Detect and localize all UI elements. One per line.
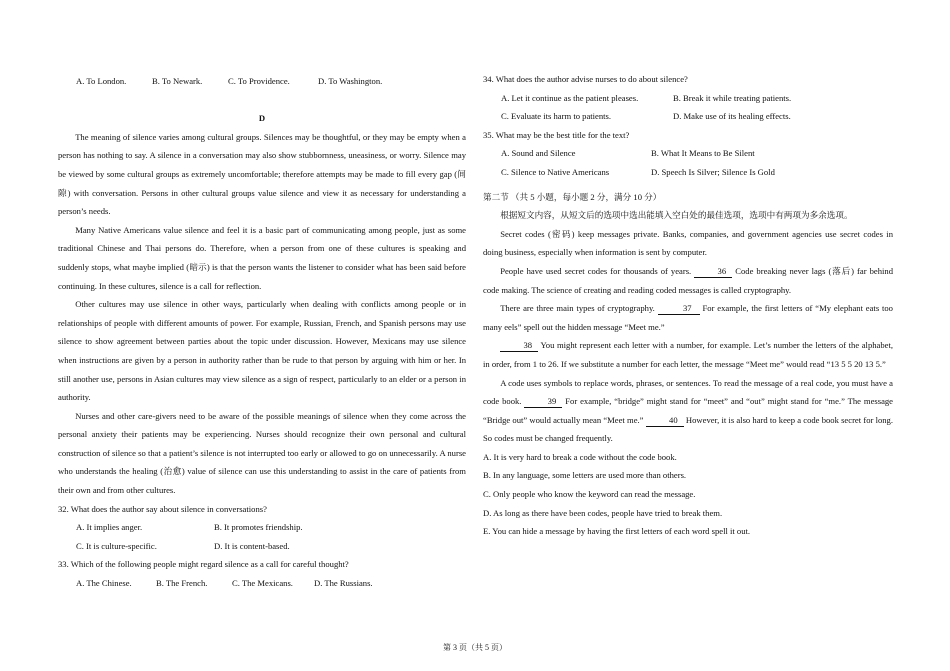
passage-paragraph: Many Native Americans value silence and feel it is a basic part of communicating among people, just as some traditional Chinese and Thai persons do. Therefore, when a person from one of these cultures is speaking and suddenly stops, what maybe implied (暗示) is that the person wants the listener to consider what has been said before continuing. In these cultures, silence is a call for reflection. xyxy=(58,224,466,291)
question-35-options xyxy=(483,163,893,182)
option: C. Silence to Native Americans xyxy=(501,166,610,177)
text: For example, the first letters of “My elephant eats too many eels” spell out the hidden message “Meet me.” xyxy=(483,303,893,332)
left-column xyxy=(58,70,466,593)
blank-40: 40 xyxy=(646,414,684,427)
cloze-paragraph xyxy=(483,299,893,336)
choice-item: A. It is very hard to break a code without the code book. xyxy=(483,451,677,462)
text: You might represent each letter with a number, for example. Let’s number the letters of the alphabet, in order, from 1 to 26. If we substitute a number for each letter, the message “Meet me” would read “13 5 5 20 13 5.” xyxy=(483,340,893,369)
question-33-options xyxy=(58,574,466,593)
passage-heading: D xyxy=(258,113,266,124)
option: D. It is content-based. xyxy=(214,540,290,551)
cloze-paragraph xyxy=(483,262,893,299)
option: B. Break it while treating patients. xyxy=(673,92,792,103)
question-32-options xyxy=(58,518,466,537)
option: A. It implies anger. xyxy=(76,522,143,533)
cloze-paragraph: Secret codes (密码) keep messages private. Banks, companies, and government agencies use secret codes in doing business, especially when information is sent by computer. xyxy=(483,228,893,258)
question-32-stem: 32. What does the author say about silence in conversations? xyxy=(58,503,267,514)
question-33-stem: 33. Which of the following people might regard silence as a call for careful thought? xyxy=(58,559,349,570)
text: A code uses symbols to replace words, phrases, or sentences. To read the message of a real code, you must have a code book. xyxy=(483,377,893,407)
question-34-options xyxy=(483,107,893,126)
option: D. To Washington. xyxy=(318,76,383,86)
passage-paragraph: The meaning of silence varies among cultural groups. Silences may be thoughtful, or they may be empty when a person has nothing to say. A silence in a conversation may also show stubbornness, uneasiness, or worry. Silence may be viewed by some cultural groups as extremely uncomfortable; therefore attempts may be made to fill every gap (间隙) with conversation. Persons in other cultural groups value silence and view it as necessary for understanding a person’s needs. xyxy=(58,131,466,217)
question-34-stem: 34. What does the author advise nurses to do about silence? xyxy=(483,74,688,84)
page-footer: 第 3 页（共 5 页） xyxy=(443,643,507,652)
part2-title: 第二节 （共 5 小题，每小题 2 分，满分 10 分） xyxy=(483,191,662,202)
option: B. To Newark. xyxy=(152,76,203,86)
text: For example, “bridge” might stand for “meet” and “out” might stand for “me.” The message “Bridge out” would actually mean “Meet me.” xyxy=(483,396,893,425)
option: C. To Providence. xyxy=(228,76,290,86)
text: People have used secret codes for thousands of years. xyxy=(500,265,695,276)
blank-38: 38 xyxy=(500,339,538,352)
prev-question-options xyxy=(58,72,466,91)
question-32-options xyxy=(58,537,466,556)
option: B. What It Means to Be Silent xyxy=(651,148,755,159)
passage-paragraph: Nurses and other care-givers need to be aware of the possible meanings of silence when they come across the personal anxiety their patients may be experiencing. Nurses should recognize their own personal and cultural construction of silence so that a patient’s silence is not interrupted too early or allowed to go on unnecessarily. A nurse who understands the healing (治愈) value of silence can use this understanding to assist in the care of patients from their own and from other cultures. xyxy=(58,410,466,496)
option: B. The French. xyxy=(156,578,208,589)
blank-36: 36 xyxy=(694,265,732,278)
question-34-options xyxy=(483,89,893,108)
blank-37: 37 xyxy=(658,302,700,315)
blank-39: 39 xyxy=(524,395,562,408)
choice-item: B. In any language, some letters are used more than others. xyxy=(483,470,687,481)
option: D. The Russians. xyxy=(314,578,373,589)
option: A. To London. xyxy=(76,76,127,86)
option: B. It promotes friendship. xyxy=(214,522,303,533)
right-column xyxy=(483,70,893,541)
option: D. Make use of its healing effects. xyxy=(673,111,791,122)
question-35-options xyxy=(483,144,893,163)
cloze-paragraph xyxy=(483,336,893,373)
option: A. Sound and Silence xyxy=(501,148,576,159)
option: C. It is culture-specific. xyxy=(76,540,157,551)
text: Code breaking never lags (落后) far behind code making. The science of creating and reading coded messages is called cryptography. xyxy=(483,265,893,295)
option: C. The Mexicans. xyxy=(232,578,293,589)
passage-paragraph: Other cultures may use silence in other ways, particularly when dealing with conflicts among people or in relationships of people with different amounts of power. For example, Russian, French, and Spanish persons may use silence to show agreement between parties about the topic under discussion. However, Mexicans may use silence when instructions are given by a person in authority rather than be rude to that person by arguing with him or her. In still another use, persons in Asian cultures may view silence as a sign of respect, particularly to an elder or a person in authority. xyxy=(58,299,466,403)
option: A. Let it continue as the patient pleases. xyxy=(501,92,639,103)
cloze-paragraph xyxy=(483,374,893,448)
option: A. The Chinese. xyxy=(76,578,132,589)
part2-instructions: 根据短文内容，从短文后的选项中选出能填入空白处的最佳选项，选项中有两项为多余选项。 xyxy=(500,210,853,221)
text: There are three main types of cryptography. xyxy=(500,303,658,314)
text: However, it is also hard to keep a code book secret for long. So codes must be changed frequently. xyxy=(483,414,893,444)
option: C. Evaluate its harm to patients. xyxy=(501,111,612,122)
choice-item: C. Only people who know the keyword can read the message. xyxy=(483,489,696,500)
question-35-stem: 35. What may be the best title for the text? xyxy=(483,129,630,140)
choice-item: D. As long as there have been codes, people have tried to break them. xyxy=(483,507,723,518)
choice-item: E. You can hide a message by having the first letters of each word spell it out. xyxy=(483,526,751,537)
option: D. Speech Is Silver; Silence Is Gold xyxy=(651,166,775,177)
